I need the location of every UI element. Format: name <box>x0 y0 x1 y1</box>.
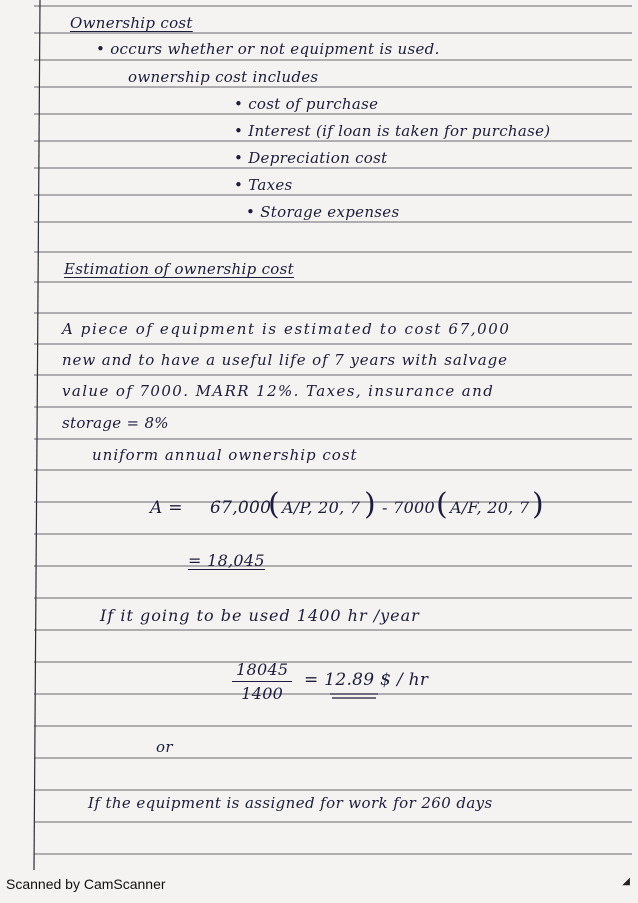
problem-line: new and to have a useful life of 7 years with salvage <box>62 351 508 369</box>
ownership-item: • Depreciation cost <box>234 149 388 167</box>
corner-mark: ◢ <box>622 876 630 887</box>
days-line: If the equipment is assigned for work for 260 days <box>88 794 493 812</box>
formula-minus: - 7000 <box>382 498 436 517</box>
ownership-intro: ownership cost includes <box>128 68 319 86</box>
ownership-item: • Interest (if loan is taken for purchase) <box>234 122 551 140</box>
scanner-watermark: Scanned by CamScanner <box>6 876 166 892</box>
open-paren: ( <box>436 487 448 522</box>
problem-line: storage = 8% <box>62 414 169 432</box>
ownership-item: • Taxes <box>234 176 293 194</box>
ownership-item: • cost of purchase <box>234 95 379 113</box>
open-paren: ( <box>268 487 280 522</box>
ownership-title: Ownership cost <box>70 14 193 32</box>
formula-factor-2: A/F, 20, 7 <box>450 498 530 517</box>
problem-line: value of 7000. MARR 12%. Taxes, insurance and <box>62 382 495 400</box>
problem-line: A piece of equipment is estimated to cost 67,000 <box>62 320 511 338</box>
formula-factor-1: A/P, 20, 7 <box>282 498 361 517</box>
estimation-title: Estimation of ownership cost <box>64 260 294 278</box>
ownership-point: • occurs whether or not equipment is used. <box>96 40 440 58</box>
uniform-cost-label: uniform annual ownership cost <box>92 446 358 464</box>
fraction-numerator: 18045 <box>232 660 292 682</box>
formula-cost: 67,000 <box>210 498 272 518</box>
double-underline <box>330 693 380 699</box>
close-paren: ) <box>364 487 376 522</box>
hourly-fraction <box>232 660 292 703</box>
annual-cost-result: = 18,045 <box>188 551 265 570</box>
usage-hours-line: If it going to be used 1400 hr /year <box>100 606 420 625</box>
ownership-item: • Storage expenses <box>246 203 400 221</box>
fraction-denominator: 1400 <box>241 684 284 703</box>
formula-lhs: A = <box>150 498 183 518</box>
hourly-cost-value: = 12.89 $ / hr <box>304 670 429 690</box>
or-label: or <box>156 738 173 756</box>
close-paren: ) <box>532 487 544 522</box>
